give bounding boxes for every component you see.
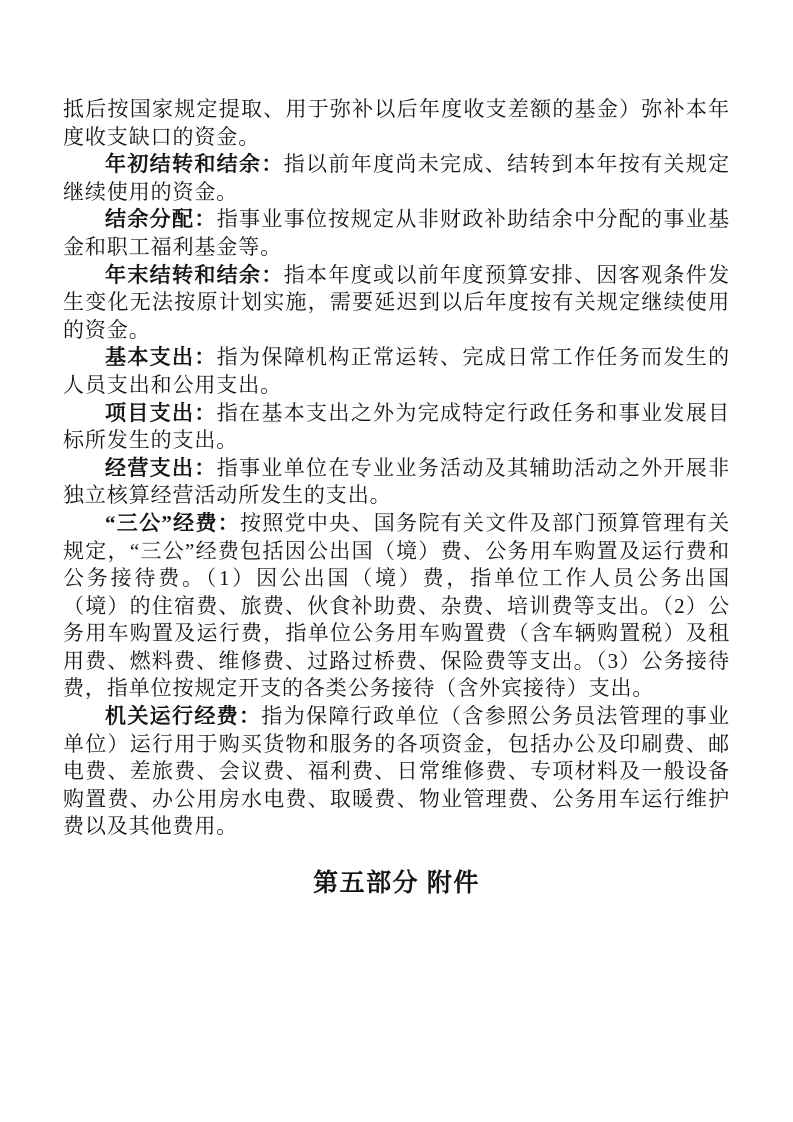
term-label: 机关运行经费： (105, 704, 262, 729)
term-label: 年末结转和结余： (105, 262, 284, 287)
section-heading: 第五部分 附件 (313, 870, 480, 898)
paragraph-text: 指本年度或以前年度预算安排、因客观条件发生变化无法按原计划实施，需要延迟到以后年度按有关规定继续使用的资金。 (63, 262, 731, 342)
term-label: 年初结转和结余： (105, 152, 284, 177)
term-label: 结余分配： (105, 207, 217, 232)
para-carryover-continuation (63, 96, 730, 151)
paragraph-text: 指为保障机构正常运转、完成日常工作任务而发生的人员支出和公用支出。 (63, 345, 730, 397)
para-year-begin-carryover (63, 151, 730, 206)
term-label: 基本支出： (105, 345, 217, 370)
term-label: 经营支出： (105, 455, 217, 480)
para-agency-operation-funds (63, 703, 730, 841)
paragraph-text: 指在基本支出之外为完成特定行政任务和事业发展目标所发生的支出。 (63, 400, 730, 453)
document-body (63, 96, 730, 841)
para-surplus-distribution (63, 206, 730, 261)
term-label: 项目支出： (105, 400, 217, 425)
para-basic-expenditure (63, 344, 730, 399)
paragraph-text: 指事业事位按规定从非财政补助结余中分配的事业基金和职工福利基金等。 (63, 207, 730, 259)
para-operating-expenditure (63, 455, 730, 510)
paragraph-text: 指为保障行政单位（含参照公务员法管理的事业单位）运行用于购买货物和服务的各项资金，包括办公及印刷费、邮电费、差旅费、会议费、福利费、日常维修费、专项材料及一般设备购置费、办公用房水电费、取暖费、物业管理费、公务用车运行维护费以及其他费用。 (63, 704, 730, 839)
para-year-end-carryover (63, 262, 730, 345)
para-project-expenditure (63, 400, 730, 455)
para-three-public-funds (63, 510, 730, 703)
term-label: “三公”经费： (105, 510, 241, 535)
paragraph-text: 抵后按国家规定提取、用于弥补以后年度收支差额的基金）弥补本年度收支缺口的资金。 (63, 97, 730, 149)
paragraph-text: 按照党中央、国务院有关文件及部门预算管理有关规定，“三公”经费包括因公出国（境）费、公务用车购置及运行费和公务接待费。（1）因公出国（境）费，指单位工作人员公务出国（境）的住宿费、旅费、伙食补助费、杂费、培训费等支出。（2）公务用车购置及运行费，指单位公务用车购置费（含车辆购置税）及租用费、燃料费、维修费、过路过桥费、保险费等支出。（3）公务接待费，指单位按规定开支的各类公务接待（含外宾接待）支出。 (63, 510, 730, 701)
paragraph-text: 指事业单位在专业业务活动及其辅助活动之外开展非独立核算经营活动所发生的支出。 (63, 455, 730, 508)
paragraph-text: 指以前年度尚未完成、结转到本年按有关规定继续使用的资金。 (63, 152, 731, 204)
